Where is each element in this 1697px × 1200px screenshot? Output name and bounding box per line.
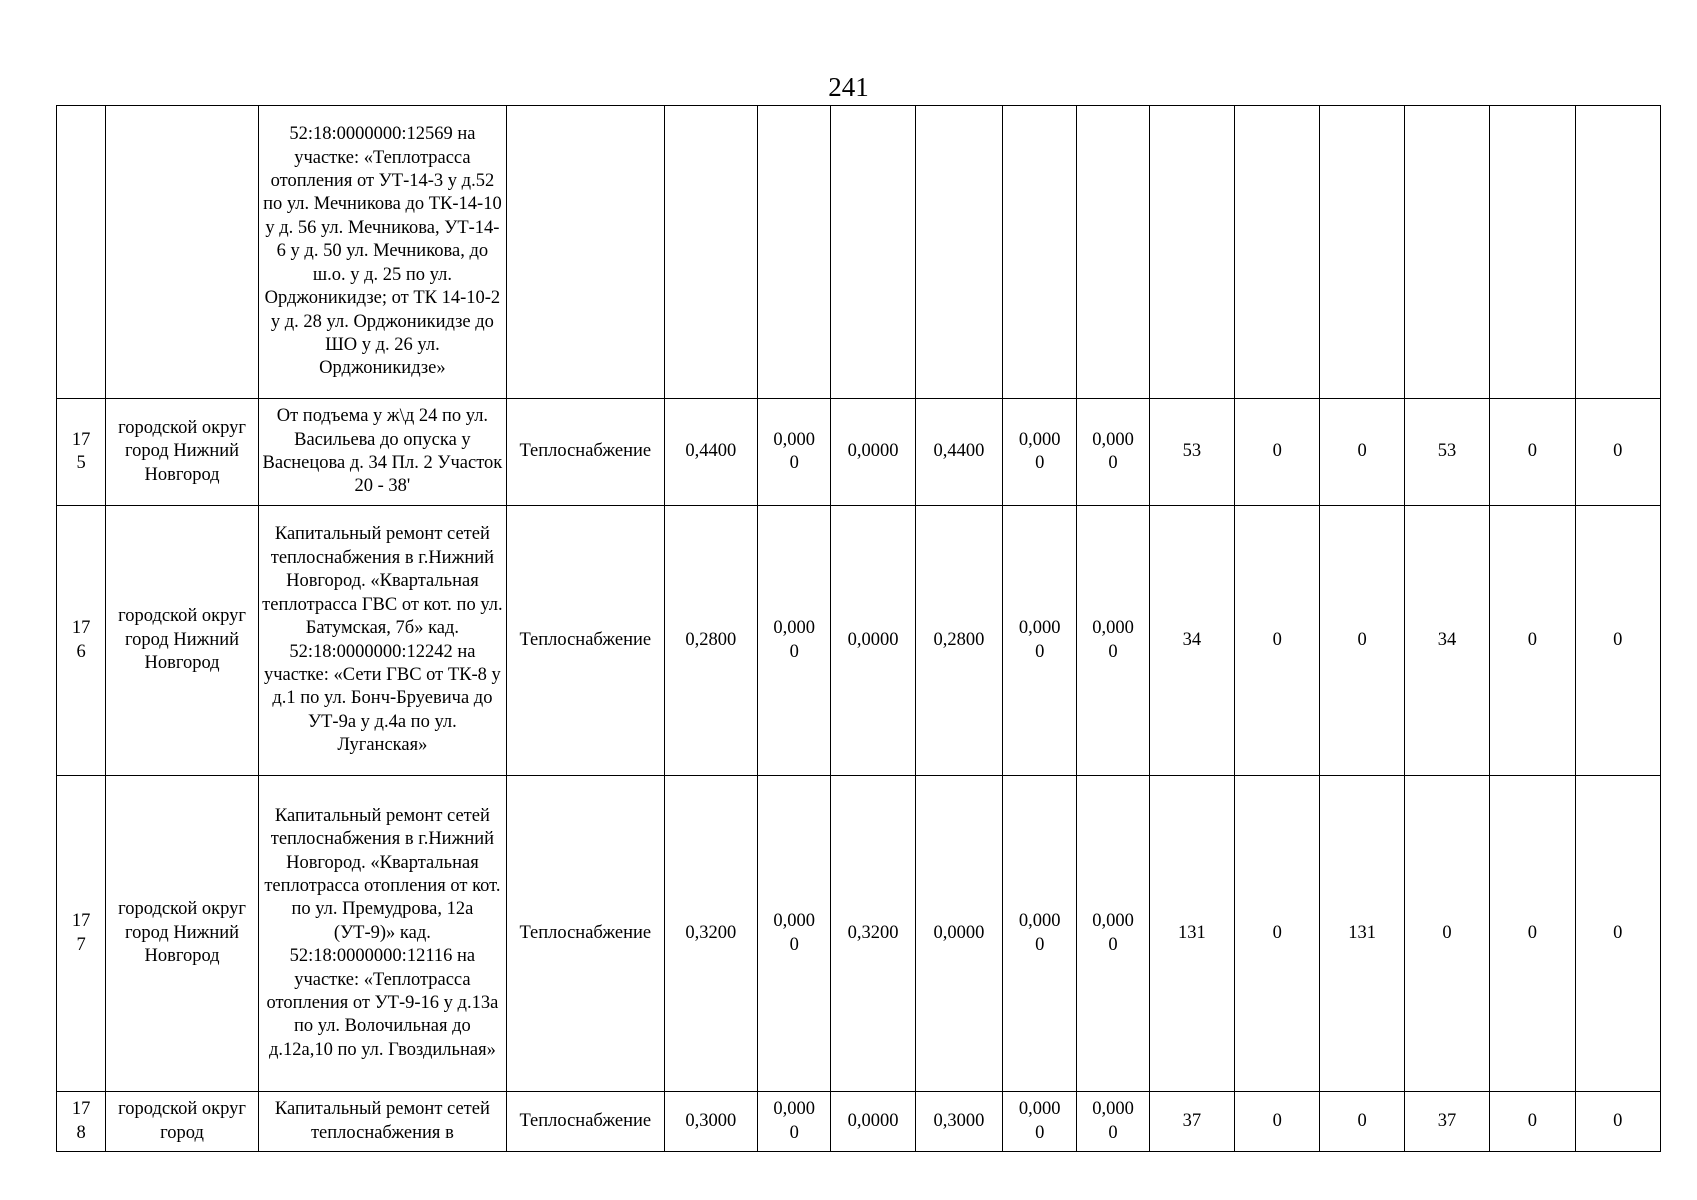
value-cell: 37 <box>1149 1092 1234 1152</box>
value-cell <box>915 106 1002 399</box>
value-cell: 0,0000 <box>1003 776 1077 1092</box>
object-description-cell: 52:18:0000000:12569 на участке: «Теплотрасса отопления от УТ-14-3 у д.52 по ул. Мечникова до ТК-14-10 у д. 56 ул. Мечникова, УТ-14-6 у д. 50 ул. Мечникова, до ш.о. у д. 25 по ул. Орджоникидзе; от ТК 14-10-2 у д. 28 ул. Орджоникидзе до ШО у д. 26 ул. Орджоникидзе» <box>258 106 506 399</box>
value-cell: 0,0000 <box>1003 506 1077 776</box>
value-cell: 0,3200 <box>831 776 915 1092</box>
table-row <box>57 1092 1661 1152</box>
value-cell <box>1077 106 1149 399</box>
value-cell: 0,0000 <box>758 506 831 776</box>
value-cell: 0 <box>1575 506 1661 776</box>
value-cell: 0 <box>1235 399 1320 506</box>
table-row <box>57 776 1661 1092</box>
value-cell: 53 <box>1149 399 1234 506</box>
value-cell: 0,4400 <box>915 399 1002 506</box>
category-cell: Теплоснабжение <box>506 776 664 1092</box>
value-cell: 0 <box>1575 399 1661 506</box>
value-cell: 37 <box>1404 1092 1489 1152</box>
object-description-cell: Капитальный ремонт сетей теплоснабжения в г.Нижний Новгород. «Квартальная теплотрасса отопления от кот. по ул. Премудрова, 12а (УТ-9)» кад. 52:18:0000000:12116 на участке: «Теплотрасса отопления от УТ-9-16 у д.13а по ул. Волочильная до д.12а,10 по ул. Гвоздильная» <box>258 776 506 1092</box>
value-cell: 0 <box>1490 1092 1575 1152</box>
category-cell <box>506 106 664 399</box>
value-cell: 0,3000 <box>915 1092 1002 1152</box>
value-cell: 0,3200 <box>664 776 757 1092</box>
value-cell: 0,0000 <box>1077 399 1149 506</box>
value-cell: 0,0000 <box>1077 1092 1149 1152</box>
value-cell: 0,4400 <box>664 399 757 506</box>
category-cell: Теплоснабжение <box>506 506 664 776</box>
municipality-cell: городской округ город Нижний Новгород <box>106 506 259 776</box>
value-cell: 0 <box>1235 776 1320 1092</box>
row-number-cell: 178 <box>57 1092 106 1152</box>
value-cell <box>1235 106 1320 399</box>
value-cell <box>1490 106 1575 399</box>
value-cell: 0,0000 <box>758 399 831 506</box>
category-cell: Теплоснабжение <box>506 399 664 506</box>
value-cell: 0 <box>1575 776 1661 1092</box>
table-row <box>57 399 1661 506</box>
value-cell: 53 <box>1404 399 1489 506</box>
category-cell: Теплоснабжение <box>506 1092 664 1152</box>
table-row <box>57 506 1661 776</box>
value-cell: 0,0000 <box>915 776 1002 1092</box>
value-cell <box>1003 106 1077 399</box>
municipality-cell: городской округ город Нижний Новгород <box>106 776 259 1092</box>
value-cell <box>664 106 757 399</box>
value-cell: 0 <box>1235 506 1320 776</box>
value-cell: 0,0000 <box>1003 1092 1077 1152</box>
row-number-cell: 176 <box>57 506 106 776</box>
value-cell <box>758 106 831 399</box>
value-cell: 0,0000 <box>758 1092 831 1152</box>
value-cell: 0 <box>1490 776 1575 1092</box>
value-cell: 0,0000 <box>831 399 915 506</box>
value-cell: 131 <box>1320 776 1404 1092</box>
value-cell: 131 <box>1149 776 1234 1092</box>
value-cell <box>1404 106 1489 399</box>
row-number-cell: 177 <box>57 776 106 1092</box>
data-table <box>56 105 1661 1152</box>
object-description-cell: Капитальный ремонт сетей теплоснабжения в г.Нижний Новгород. «Квартальная теплотрасса ГВС от кот. по ул. Батумская, 7б» кад. 52:18:0000000:12242 на участке: «Сети ГВС от ТК-8 у д.1 по ул. Бонч-Бруевича до УТ-9а у д.4а по ул. Луганская» <box>258 506 506 776</box>
value-cell: 34 <box>1149 506 1234 776</box>
value-cell: 34 <box>1404 506 1489 776</box>
value-cell: 0 <box>1320 399 1404 506</box>
value-cell: 0 <box>1575 1092 1661 1152</box>
municipality-cell: городской округ город Нижний Новгород <box>106 399 259 506</box>
municipality-cell: городской округ город <box>106 1092 259 1152</box>
row-number-cell: 175 <box>57 399 106 506</box>
value-cell: 0 <box>1320 506 1404 776</box>
row-number-cell <box>57 106 106 399</box>
value-cell: 0,2800 <box>915 506 1002 776</box>
value-cell <box>1575 106 1661 399</box>
value-cell: 0 <box>1404 776 1489 1092</box>
municipality-cell <box>106 106 259 399</box>
value-cell: 0 <box>1320 1092 1404 1152</box>
value-cell: 0 <box>1490 506 1575 776</box>
value-cell: 0,0000 <box>1077 506 1149 776</box>
value-cell: 0 <box>1235 1092 1320 1152</box>
object-description-cell: Капитальный ремонт сетей теплоснабжения в <box>258 1092 506 1152</box>
page-number: 241 <box>828 72 869 102</box>
value-cell: 0,3000 <box>664 1092 757 1152</box>
value-cell: 0,0000 <box>1077 776 1149 1092</box>
value-cell <box>1320 106 1404 399</box>
value-cell <box>831 106 915 399</box>
value-cell <box>1149 106 1234 399</box>
value-cell: 0,2800 <box>664 506 757 776</box>
value-cell: 0,0000 <box>1003 399 1077 506</box>
value-cell: 0,0000 <box>831 506 915 776</box>
value-cell: 0,0000 <box>758 776 831 1092</box>
value-cell: 0 <box>1490 399 1575 506</box>
table-row <box>57 106 1661 399</box>
value-cell: 0,0000 <box>831 1092 915 1152</box>
object-description-cell: От подъема у ж\д 24 по ул. Васильева до опуска у Васнецова д. 34 Пл. 2 Участок 20 - 38' <box>258 399 506 506</box>
